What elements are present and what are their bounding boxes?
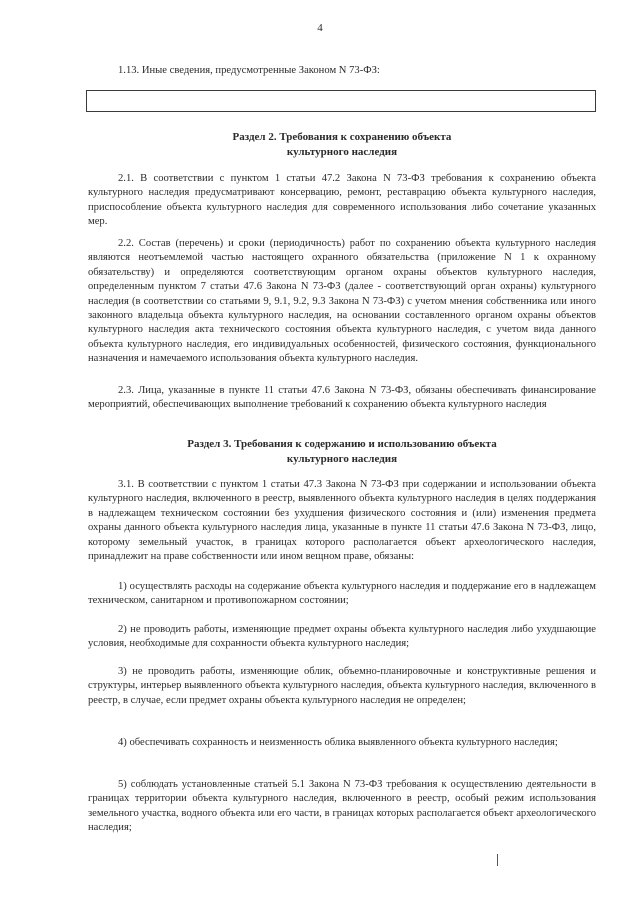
- item-1-13: 1.13. Иные сведения, предусмотренные Законом N 73-ФЗ:: [118, 65, 380, 76]
- paragraph-2-1: 2.1. В соответствии с пунктом 1 статьи 47.2 Закона N 73-ФЗ требования к сохранению объекта культурного наследия предусматривают консервацию, ремонт, реставрацию объекта культурного наследия, приспособление объекта культурного наследия для современного использования либо сочетание указанных мер.: [88, 173, 596, 228]
- page-number: 4: [317, 22, 323, 34]
- paragraph-3-1: 3.1. В соответствии с пунктом 1 статьи 47.3 Закона N 73-ФЗ при содержании и использовании объекта культурного наследия, включенного в реестр, выявленного объекта культурного наследия в целях поддержания в надлежащем техническом состоянии без ухудшения физического состояния и (или) изменения предмета охраны данного объекта культурного наследия лица, указанные в пункте 11 статьи 47.6 Закона N 73-ФЗ, лицо, которому земельный участок, в границах которого располагается объект археологического наследия, принадлежит на праве собственности или ином вещном праве, обязаны:: [88, 479, 596, 563]
- paragraph-2-2: 2.2. Состав (перечень) и сроки (периодичность) работ по сохранению объекта культурного наследия являются неотъемлемой частью настоящего охранного обязательства (приложение N 1 к охранному обязательству) и определяются соответствующим органом охраны объектов культурного наследия, определенным пунктом 7 статьи 47.6 Закона N 73-ФЗ (далее - соответствующий орган охраны) культурного наследия (в соответствии со статьями 9, 9.1, 9.2, 9.3 Закона N 73-ФЗ) с учетом мнения собственника или иного законного владельца объекта культурного наследия, на основании составленного органом охраны объектов культурного наследия акта технического состояния объекта культурного наследия, с учетом вида данного объекта культурного наследия, его индивидуальных особенностей, физического состояния, функционального назначения и намечаемого использования объекта культурного наследия.: [88, 238, 596, 365]
- blank-field-box: [86, 90, 596, 112]
- section-2-title-line2: культурного наследия: [286, 145, 398, 158]
- list-item-1: 1) осуществлять расходы на содержание объекта культурного наследия и поддержание его в надлежащем техническом, санитарном и противопожарном состоянии;: [88, 581, 596, 607]
- section-3-heading: [88, 437, 596, 466]
- section-3-title-line1: Раздел 3. Требования к содержанию и использованию объекта: [187, 438, 497, 450]
- section-3-title-line2: культурного наследия: [286, 452, 398, 465]
- list-item-4: 4) обеспечивать сохранность и неизменность облика выявленного объекта культурного наследия;: [118, 737, 558, 748]
- list-item-3: 3) не проводить работы, изменяющие облик, объемно-планировочные и конструктивные решения и структуры, интерьер выявленного объекта культурного наследия, объекта культурного наследия, включенного в реестр, в случае, если предмет охраны объекта культурного наследия не определен;: [88, 666, 596, 706]
- section-2-heading: [88, 130, 596, 159]
- section-2-title-line1: Раздел 2. Требования к сохранению объекта: [232, 131, 452, 143]
- scan-mark: [497, 854, 498, 866]
- paragraph-2-3: 2.3. Лица, указанные в пункте 11 статьи 47.6 Закона N 73-ФЗ, обязаны обеспечивать финансирование мероприятий, обеспечивающих выполнение требований к сохранению объекта культурного наследия: [88, 385, 596, 411]
- list-item-5: 5) соблюдать установленные статьей 5.1 Закона N 73-ФЗ требования к осуществлению деятельности в границах территории объекта культурного наследия, включенного в реестр, особый режим использования земельного участка, водного объекта или его части, в границах которых располагается объект археологического наследия;: [88, 779, 596, 834]
- list-item-2: 2) не проводить работы, изменяющие предмет охраны объекта культурного наследия либо ухудшающие условия, необходимые для сохранности объекта культурного наследия;: [88, 624, 596, 650]
